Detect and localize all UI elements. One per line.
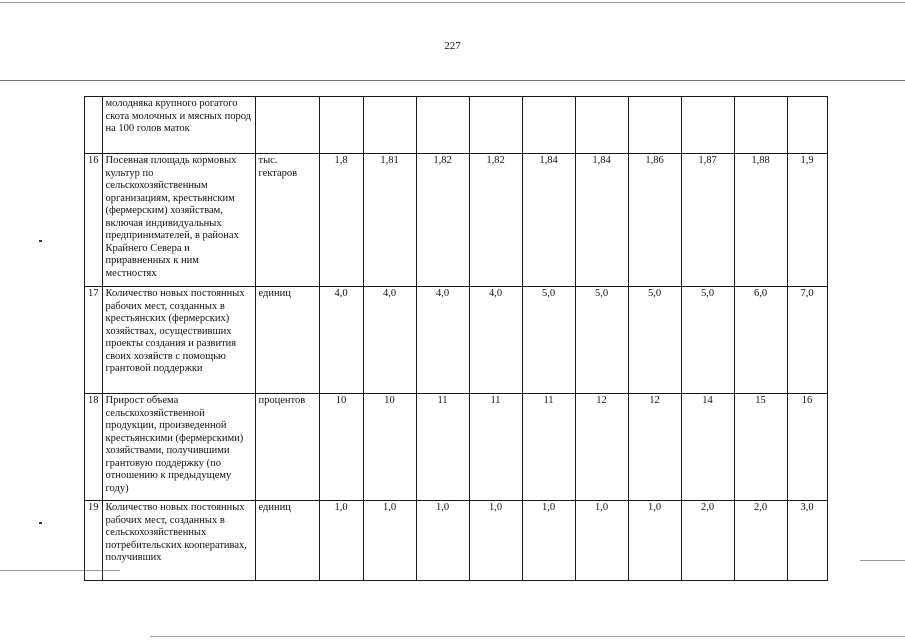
value-cell: 10	[319, 394, 363, 501]
value-cell: 2,0	[681, 501, 734, 581]
value-cell: 1,0	[628, 501, 681, 581]
value-cell	[469, 97, 522, 154]
value-cell: 5,0	[575, 287, 628, 394]
value-cell	[734, 97, 787, 154]
value-cell: 7,0	[787, 287, 827, 394]
value-cell	[628, 97, 681, 154]
value-cell	[416, 97, 469, 154]
value-cell: 1,9	[787, 154, 827, 287]
row-number-cell	[85, 97, 103, 154]
value-cell: 1,84	[575, 154, 628, 287]
value-cell: 5,0	[522, 287, 575, 394]
value-cell	[681, 97, 734, 154]
value-cell: 12	[575, 394, 628, 501]
value-cell: 1,82	[416, 154, 469, 287]
value-cell: 5,0	[628, 287, 681, 394]
value-cell	[787, 97, 827, 154]
value-cell: 1,0	[363, 501, 416, 581]
value-cell: 11	[416, 394, 469, 501]
value-cell: 1,81	[363, 154, 416, 287]
table-row	[85, 287, 828, 394]
value-cell: 1,0	[522, 501, 575, 581]
value-cell: 4,0	[319, 287, 363, 394]
value-cell: 1,88	[734, 154, 787, 287]
unit-cell: единиц	[255, 501, 319, 581]
value-cell: 1,0	[416, 501, 469, 581]
indicator-name-cell: Количество новых постоянных рабочих мест, созданных в крестьянских (фермерских) хозяйствах, осуществивших проекты создания и развития своих хозяйств с помощью грантовой поддержки	[102, 287, 255, 394]
value-cell: 4,0	[363, 287, 416, 394]
indicator-name-cell: Прирост объема сельскохозяйственной продукции, произведенной крестьянскими (фермерскими) хозяйствами, получившими грантовую поддержку (по отношению к предыдущему году)	[102, 394, 255, 501]
value-cell: 1,0	[575, 501, 628, 581]
value-cell: 1,0	[469, 501, 522, 581]
value-cell: 11	[522, 394, 575, 501]
value-cell: 1,8	[319, 154, 363, 287]
value-cell: 2,0	[734, 501, 787, 581]
value-cell: 3,0	[787, 501, 827, 581]
value-cell: 4,0	[469, 287, 522, 394]
indicator-table	[84, 96, 828, 581]
unit-cell	[255, 97, 319, 154]
row-number-cell: 17	[85, 287, 103, 394]
value-cell: 11	[469, 394, 522, 501]
value-cell: 1,86	[628, 154, 681, 287]
unit-cell: процентов	[255, 394, 319, 501]
value-cell: 12	[628, 394, 681, 501]
value-cell: 4,0	[416, 287, 469, 394]
value-cell: 14	[681, 394, 734, 501]
unit-cell: тыс. гектаров	[255, 154, 319, 287]
value-cell: 15	[734, 394, 787, 501]
table-row	[85, 154, 828, 287]
table-row	[85, 97, 828, 154]
value-cell: 16	[787, 394, 827, 501]
unit-cell: единиц	[255, 287, 319, 394]
value-cell	[522, 97, 575, 154]
value-cell: 1,82	[469, 154, 522, 287]
indicator-name-cell: молодняка крупного рогатого скота молочных и мясных пород на 100 голов маток	[102, 97, 255, 154]
scan-edge-top	[0, 2, 905, 3]
table-row	[85, 394, 828, 501]
value-cell	[363, 97, 416, 154]
value-cell: 1,87	[681, 154, 734, 287]
margin-mark	[39, 240, 42, 242]
value-cell: 5,0	[681, 287, 734, 394]
value-cell: 1,0	[319, 501, 363, 581]
header-rule	[0, 80, 905, 81]
scan-artifact-line	[860, 560, 905, 561]
page-number: 227	[444, 40, 461, 52]
indicator-name-cell: Количество новых постоянных рабочих мест, созданных в сельскохозяйственных потребительских кооперативах, получивших	[102, 501, 255, 581]
margin-mark	[39, 522, 42, 524]
row-number-cell: 19	[85, 501, 103, 581]
scan-edge-bottom	[150, 636, 905, 637]
value-cell	[319, 97, 363, 154]
row-number-cell: 18	[85, 394, 103, 501]
table-row	[85, 501, 828, 581]
row-number-cell: 16	[85, 154, 103, 287]
value-cell: 10	[363, 394, 416, 501]
value-cell: 1,84	[522, 154, 575, 287]
value-cell: 6,0	[734, 287, 787, 394]
indicator-name-cell: Посевная площадь кормовых культур по сельскохозяйственным организациям, крестьянским (фермерским) хозяйствам, включая индивидуальных предпринимателей, в районах Крайнего Севера и приравненных к ним местностях	[102, 154, 255, 287]
value-cell	[575, 97, 628, 154]
